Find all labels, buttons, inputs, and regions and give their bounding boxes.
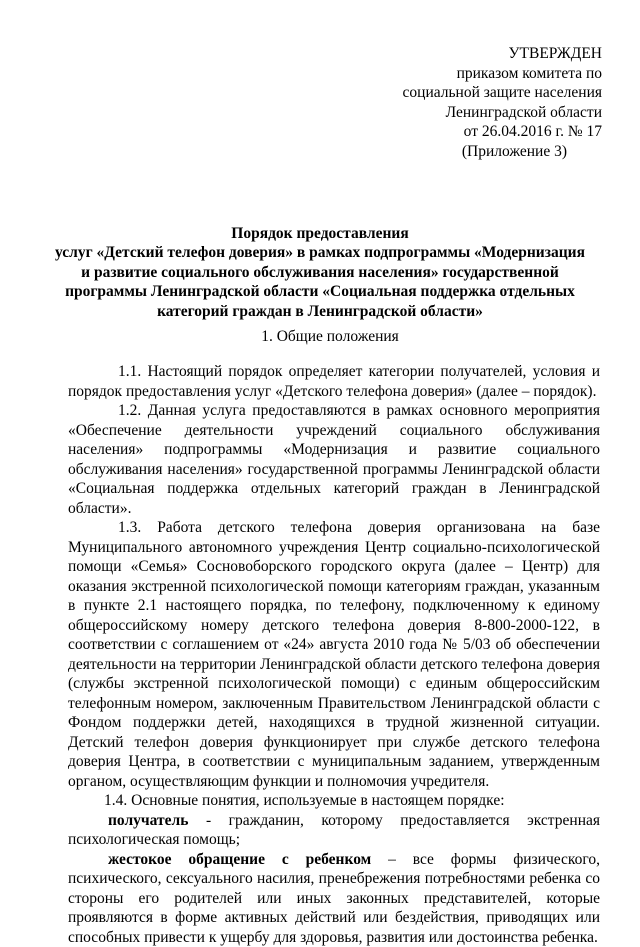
approval-order-line: приказом комитета по <box>380 64 602 84</box>
document-body <box>68 362 600 947</box>
definition-text: – все формы физического, психического, сексуального насилия, пренебрежения потребностями ребенка со стороны его родителей или иных законных представителей, которые проявляются в форме активных действий или бездействия, приводящих или способных привести к ущербу для здоровья, развития или достоинства ребенка. <box>68 851 600 946</box>
definition-text: - гражданин, которому предоставляется экстренная психологическая помощь; <box>68 812 600 849</box>
paragraph-1-2: 1.2. Данная услуга предоставляются в рамках основного мероприятия «Обеспечение деятельности учреждений социального обслуживания населения» подпрограммы «Модернизация и развитие социального обслуживания населения» государственной программы Ленинградской области «Социальная поддержка отдельных категорий граждан в Ленинградской области». <box>68 401 600 518</box>
title-line: категорий граждан в Ленинградской области» <box>50 302 590 321</box>
approval-appendix-line: (Приложение 3) <box>380 142 602 162</box>
approval-stamp <box>380 44 602 161</box>
approval-date-line: от 26.04.2016 г. № 17 <box>380 122 602 142</box>
paragraph-1-4: 1.4. Основные понятия, используемые в настоящем порядке: <box>68 791 600 811</box>
title-line: услуг «Детский телефон доверия» в рамках подпрограммы «Модернизация <box>50 243 590 262</box>
definition-child-abuse <box>68 850 600 947</box>
approval-committee-line: социальной защите населения <box>380 83 602 103</box>
document-title <box>50 224 590 321</box>
title-line: Порядок предоставления <box>50 224 590 243</box>
section-heading: 1. Общие положения <box>60 327 600 347</box>
approval-region-line: Ленинградской области <box>380 103 602 123</box>
definition-term: жестокое обращение с ребенком <box>108 851 371 868</box>
title-line: программы Ленинградской области «Социальная поддержка отдельных <box>50 282 590 301</box>
definition-recipient <box>68 811 600 850</box>
definition-term: получатель <box>108 812 188 829</box>
approval-heading: УТВЕРЖДЕН <box>380 44 602 64</box>
paragraph-1-3: 1.3. Работа детского телефона доверия организована на базе Муниципального автономного учреждения Центр социально-психологической помощи «Семья» Сосновоборского городского округа (далее – Центр) для оказания экстренной психологической помощи категориям граждан, указанным в пункте 2.1 настоящего порядка, по телефону, подключенному к единому общероссийскому номеру детского телефона доверия 8-800-2000-122, в соответствии с соглашением от «24» августа 2010 года № 5/03 об обеспечении деятельности на территории Ленинградской области детского телефона доверия (службы экстренной психологической помощи) с единым общероссийским телефонным номером, заключенным Правительством Ленинградской области с Фондом поддержки детей, находящихся в трудной жизненной ситуации. Детский телефон доверия функционирует при службе детского телефона доверия Центра, в соответствии с муниципальным заданием, утвержденным органом, осуществляющим функции и полномочия учредителя. <box>68 518 600 791</box>
paragraph-1-1: 1.1. Настоящий порядок определяет категории получателей, условия и порядок предоставления услуг «Детского телефона доверия» (далее – порядок). <box>68 362 600 401</box>
title-line: и развитие социального обслуживания населения» государственной <box>50 263 590 282</box>
